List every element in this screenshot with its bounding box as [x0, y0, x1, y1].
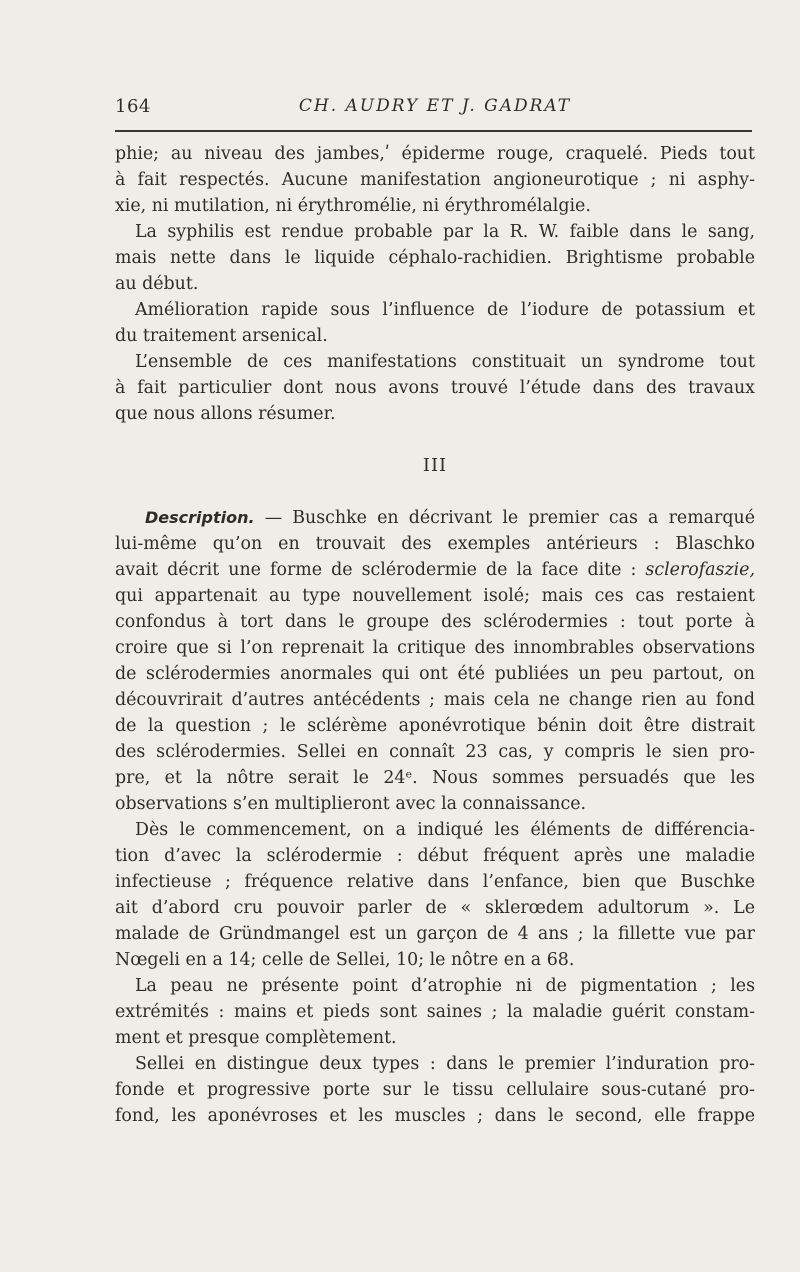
text-line: pre, et la nôtre serait le 24ᵉ. Nous sommes persuadés que les — [115, 768, 755, 788]
text-line: L’ensemble de ces manifestations constituait un syndrome tout — [135, 352, 755, 372]
text-span: — Buschke en décrivant le premier cas a remarqué — [264, 508, 755, 528]
page-header — [115, 96, 755, 120]
text-line: découvrirait d’autres antécédents ; mais cela ne change rien au fond — [115, 690, 755, 710]
text-line: xie, ni mutilation, ni érythromélie, ni érythromélalgie. — [115, 196, 591, 216]
section-heading: III — [422, 455, 448, 476]
text-line: infectieuse ; fréquence relative dans l’enfance, bien que Buschke — [115, 872, 755, 892]
paragraph-6 — [115, 817, 755, 973]
text-line: observations s’en multiplieront avec la connaissance. — [115, 794, 587, 814]
text-line: fonde et progressive porte sur le tissu cellulaire sous-cutané pro- — [115, 1080, 755, 1100]
text-line: phie; au niveau des jambes,ʹ épiderme rouge, craquelé. Pieds tout — [115, 144, 755, 164]
text-span: avait décrit une forme de sclérodermie de la face dite : — [115, 560, 637, 580]
header-rule — [115, 130, 752, 132]
text-line: au début. — [115, 274, 199, 294]
text-line: tion d’avec la sclérodermie : début fréquent après une maladie — [115, 846, 755, 866]
body-text — [115, 141, 755, 1129]
text-line: lui-même qu’on en trouvait des exemples antérieurs : Blaschko — [115, 534, 755, 554]
page-number: 164 — [115, 96, 151, 117]
text-line: Dès le commencement, on a indiqué les éléments de différencia- — [135, 820, 755, 840]
text-line: à fait particulier dont nous avons trouvé l’étude dans des travaux — [115, 378, 755, 398]
paragraph-2 — [115, 219, 755, 297]
text-line: La peau ne présente point d’atrophie ni de pigmentation ; les — [135, 976, 755, 996]
text-line: ait d’abord cru pouvoir parler de « sklerœdem adultorum ». Le — [115, 898, 755, 918]
paragraph-4 — [115, 349, 755, 427]
text-line: Sellei en distingue deux types : dans le premier l’induration pro- — [135, 1054, 755, 1074]
text-line: du traitement arsenical. — [115, 326, 328, 346]
paragraph-8 — [115, 1051, 755, 1129]
text-line: Nœgeli en a 14; celle de Sellei, 10; le nôtre en a 68. — [115, 950, 575, 970]
italic-term: sclerofaszie, — [645, 560, 755, 580]
text-line — [115, 557, 755, 583]
paragraph-3 — [115, 297, 755, 349]
text-line: extrémités : mains et pieds sont saines ; la maladie guérit constam- — [115, 1002, 755, 1022]
text-line: Amélioration rapide sous l’influence de l’iodure de potassium et — [135, 300, 755, 320]
paragraph-7 — [115, 973, 755, 1051]
text-line: de la question ; le sclérème aponévrotique bénin doit être distrait — [115, 716, 755, 736]
text-line: à fait respectés. Aucune manifestation angioneurotique ; ni asphy- — [115, 170, 755, 190]
text-line: confondus à tort dans le groupe des sclérodermies : tout porte à — [115, 612, 755, 632]
text-line: mais nette dans le liquide céphalo-rachidien. Brightisme probable — [115, 248, 755, 268]
text-line: fond, les aponévroses et les muscles ; dans le second, elle frappe — [115, 1106, 755, 1126]
text-line: La syphilis est rendue probable par la R. W. faible dans le sang, — [135, 222, 755, 242]
text-line — [115, 505, 755, 531]
text-line: croire que si l’on reprenait la critique des innombrables observations — [115, 638, 755, 658]
description-label: Description. — [145, 508, 255, 527]
paragraph-1 — [115, 141, 755, 219]
text-line: que nous allons résumer. — [115, 404, 336, 424]
text-line: de sclérodermies anormales qui ont été publiées un peu partout, on — [115, 664, 755, 684]
text-line: des sclérodermies. Sellei en connaît 23 cas, y compris le sien pro- — [115, 742, 755, 762]
text-line: malade de Gründmangel est un garçon de 4 ans ; la fillette vue par — [115, 924, 755, 944]
text-line: qui appartenait au type nouvellement isolé; mais ces cas restaient — [115, 586, 755, 606]
paragraph-description — [115, 505, 755, 817]
running-head: CH. AUDRY ET J. GADRAT — [298, 96, 572, 116]
text-line: ment et presque complètement. — [115, 1028, 397, 1048]
